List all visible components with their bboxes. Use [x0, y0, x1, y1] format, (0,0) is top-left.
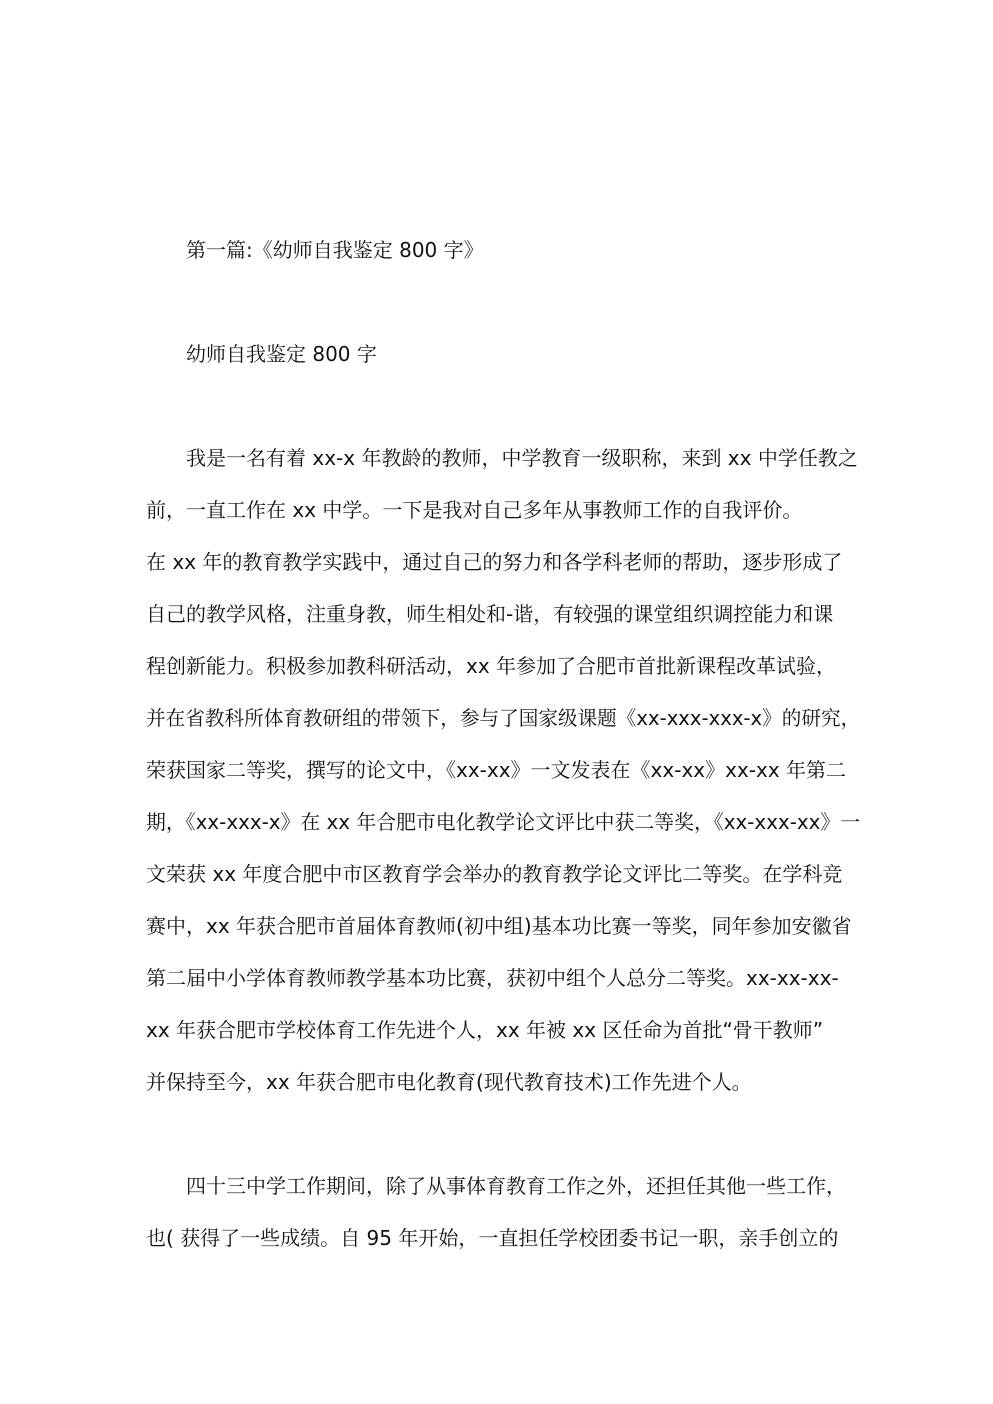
paragraph-line: 第二届中小学体育教师教学基本功比赛，获初中组个人总分二等奖。xx-xx-xx-: [146, 966, 839, 990]
paragraph-line: 我是一名有着 xx-x 年教龄的教师，中学教育一级职称，来到 xx 中学任教之: [186, 446, 858, 470]
paragraph-line: 赛中，xx 年获合肥市首届体育教师(初中组)基本功比赛一等奖，同年参加安徽省: [146, 914, 852, 938]
paragraph-line: 并保持至今，xx 年获合肥市电化教育(现代教育技术)工作先进个人。: [146, 1070, 752, 1094]
paragraph-line: 四十三中学工作期间，除了从事体育教育工作之外，还担任其他一些工作，: [186, 1174, 846, 1198]
paragraph-line: 前，一直工作在 xx 中学。一下是我对自己多年从事教师工作的自我评价。: [146, 498, 803, 522]
document-title: 第一篇:《幼师自我鉴定 800 字》: [186, 238, 484, 262]
paragraph-line: 期，《xx-xxx-x》在 xx 年合肥市电化教学论文评比中获二等奖，《xx-xxx-xx》一: [146, 810, 861, 834]
paragraph-line: 在 xx 年的教育教学实践中，通过自己的努力和各学科老师的帮助，逐步形成了: [146, 550, 843, 574]
paragraph-line: 也( 获得了一些成绩。自 95 年开始，一直担任学校团委书记一职，亲手创立的: [146, 1226, 839, 1250]
document-subtitle: 幼师自我鉴定 800 字: [186, 342, 377, 366]
paragraph-line: 并在省教科所体育教研组的带领下，参与了国家级课题《xx-xxx-xxx-x》的研究，: [146, 706, 861, 730]
paragraph-line: 文荣获 xx 年度合肥中市区教育学会举办的教育教学论文评比二等奖。在学科竞: [146, 862, 843, 886]
paragraph-line: xx 年获合肥市学校体育工作先进个人，xx 年被 xx 区任命为首批“骨干教师”: [146, 1018, 824, 1042]
paragraph-line: 自己的教学风格，注重身教，师生相处和-谐，有较强的课堂组织调控能力和课: [146, 602, 834, 626]
paragraph-line: 荣获国家二等奖，撰写的论文中，《xx-xx》一文发表在《xx-xx》xx-xx 年第二: [146, 758, 847, 782]
paragraph-line: 程创新能力。积极参加教科研活动，xx 年参加了合肥市首批新课程改革试验，: [146, 654, 837, 678]
